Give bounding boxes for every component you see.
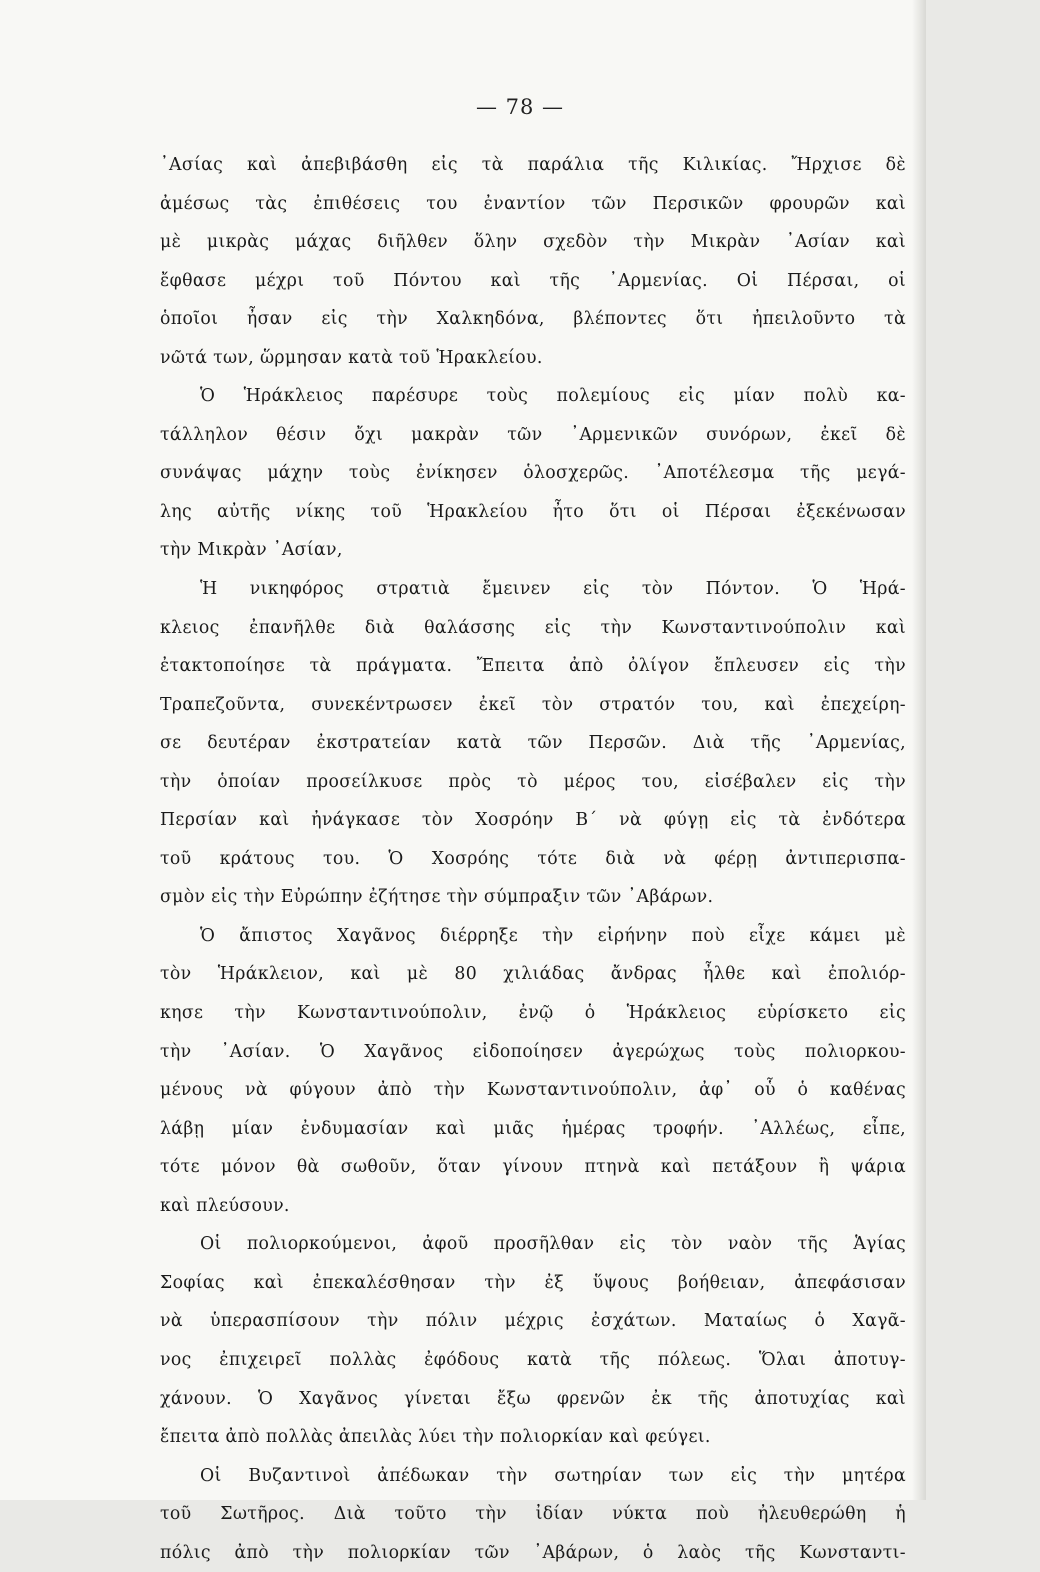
text-line: μὲ μικρὰς μάχας διῆλθεν ὅλην σχεδὸν τὴν Μικρὰν ᾿Ασίαν καὶ [160, 232, 906, 253]
text-line: Περσίαν καὶ ἠνάγκασε τὸν Χοσρόην Β΄ νὰ φύγῃ εἰς τὰ ἐνδότερα [160, 810, 906, 831]
text-line: τότε μόνον θὰ σωθοῦν, ὅταν γίνουν πτηνὰ καὶ πετάξουν ἢ ψάρια [160, 1157, 906, 1178]
text-line: Σοφίας καὶ ἐπεκαλέσθησαν τὴν ἐξ ὕψους βοήθειαν, ἀπεφάσισαν [160, 1272, 906, 1293]
text-line: ἀμέσως τὰς ἐπιθέσεις του ἐναντίον τῶν Περσικῶν φρουρῶν καὶ [160, 193, 906, 214]
text-line: λάβῃ μίαν ἐνδυμασίαν καὶ μιᾶς ἡμέρας τροφήν. ᾿Αλλέως, εἶπε, [160, 1118, 906, 1139]
text-line: Τραπεζοῦντα, συνεκέντρωσεν ἐκεῖ τὸν στρατόν του, καὶ ἐπεχείρη- [160, 694, 906, 715]
text-line: νος ἐπιχειρεῖ πολλὰς ἐφόδους κατὰ τῆς πόλεως. Ὅλαι ἀποτυγ- [160, 1349, 906, 1370]
text-line: συνάψας μάχην τοὺς ἐνίκησεν ὁλοσχερῶς. ᾿Αποτέλεσμα τῆς μεγά- [160, 463, 906, 484]
text-line: Ἡ νικηφόρος στρατιὰ ἔμεινεν εἰς τὸν Πόντον. Ὁ Ἡρά- [200, 579, 906, 600]
text-line: ἐτακτοποίησε τὰ πράγματα. Ἔπειτα ἀπὸ ὀλίγον ἔπλευσεν εἰς τὴν [160, 656, 906, 677]
text-line: πόλις ἀπὸ τὴν πολιορκίαν τῶν ᾿Αβάρων, ὁ λαὸς τῆς Κωνσταντι- [160, 1542, 906, 1563]
text-line: τὴν ὁποίαν προσείλκυσε πρὸς τὸ μέρος του, εἰσέβαλεν εἰς τὴν [160, 771, 906, 792]
text-line: τάλληλον θέσιν ὄχι μακρὰν τῶν ᾿Αρμενικῶν συνόρων, ἐκεῖ δὲ [160, 424, 906, 445]
text-line: τοῦ κράτους του. Ὁ Χοσρόης τότε διὰ νὰ φέρῃ ἀντιπερισπα- [160, 848, 906, 869]
text-line: μένους νὰ φύγουν ἀπὸ τὴν Κωνσταντινούπολιν, ἀφ᾿ οὗ ὁ καθένας [160, 1080, 906, 1101]
text-line: τὴν Μικρὰν ᾿Ασίαν, [160, 540, 343, 561]
text-line: ἔπειτα ἀπὸ πολλὰς ἀπειλὰς λύει τὴν πολιορκίαν καὶ φεύγει. [160, 1427, 711, 1448]
text-line: κησε τὴν Κωνσταντινούπολιν, ἐνῷ ὁ Ἡράκλειος εὑρίσκετο εἰς [160, 1003, 906, 1024]
text-line: τὸν Ἡράκλειον, καὶ μὲ 80 χιλιάδας ἄνδρας ἦλθε καὶ ἐπολιόρ- [160, 964, 906, 985]
text-line: σε δευτέραν ἐκστρατείαν κατὰ τῶν Περσῶν. Διὰ τῆς ᾿Αρμενίας, [160, 733, 906, 754]
text-line: ἔφθασε μέχρι τοῦ Πόντου καὶ τῆς ᾿Αρμενίας. Οἱ Πέρσαι, οἱ [160, 270, 906, 291]
text-line: Οἱ Βυζαντινοὶ ἀπέδωκαν τὴν σωτηρίαν των εἰς τὴν μητέρα [200, 1465, 906, 1486]
text-line: καὶ πλεύσουν. [160, 1195, 290, 1216]
text-line: σμὸν εἰς τὴν Εὐρώπην ἐζήτησε τὴν σύμπραξιν τῶν ᾿Αβάρων. [160, 887, 714, 908]
text-line: τὴν ᾿Ασίαν. Ὁ Χαγᾶνος εἰδοποίησεν ἀγερώχως τοὺς πολιορκου- [160, 1041, 906, 1062]
text-line: Ὁ ἄπιστος Χαγᾶνος διέρρηξε τὴν εἰρήνην ποὺ εἶχε κάμει μὲ [200, 925, 906, 946]
text-line: τοῦ Σωτῆρος. Διὰ τοῦτο τὴν ἰδίαν νύκτα ποὺ ἠλευθερώθη ἡ [160, 1504, 906, 1525]
text-line: ᾿Ασίας καὶ ἀπεβιβάσθη εἰς τὰ παράλια τῆς Κιλικίας. Ἤρχισε δὲ [160, 155, 906, 175]
body-text [160, 146, 906, 1572]
text-line: Ὁ Ἡράκλειος παρέσυρε τοὺς πολεμίους εἰς μίαν πολὺ κα- [200, 386, 906, 407]
text-line: νῶτά των, ὥρμησαν κατὰ τοῦ Ἡρακλείου. [160, 347, 543, 368]
page-edge-shadow [912, 0, 926, 1500]
text-line: Οἱ πολιορκούμενοι, ἀφοῦ προσῆλθαν εἰς τὸν ναὸν τῆς Ἁγίας [200, 1234, 906, 1255]
text-line: χάνουν. Ὁ Χαγᾶνος γίνεται ἔξω φρενῶν ἐκ τῆς ἀποτυχίας καὶ [160, 1388, 906, 1409]
text-line: ὁποῖοι ἦσαν εἰς τὴν Χαλκηδόνα, βλέποντες ὅτι ἠπειλοῦντο τὰ [160, 309, 906, 330]
page-number: — 78 — [475, 95, 565, 119]
text-line: κλειος ἐπανῆλθε διὰ θαλάσσης εἰς τὴν Κωνσταντινούπολιν καὶ [160, 617, 906, 638]
text-line: νὰ ὑπερασπίσουν τὴν πόλιν μέχρις ἐσχάτων. Ματαίως ὁ Χαγᾶ- [160, 1311, 906, 1332]
text-line: λης αὐτῆς νίκης τοῦ Ἡρακλείου ἦτο ὅτι οἱ Πέρσαι ἐξεκένωσαν [160, 501, 906, 522]
